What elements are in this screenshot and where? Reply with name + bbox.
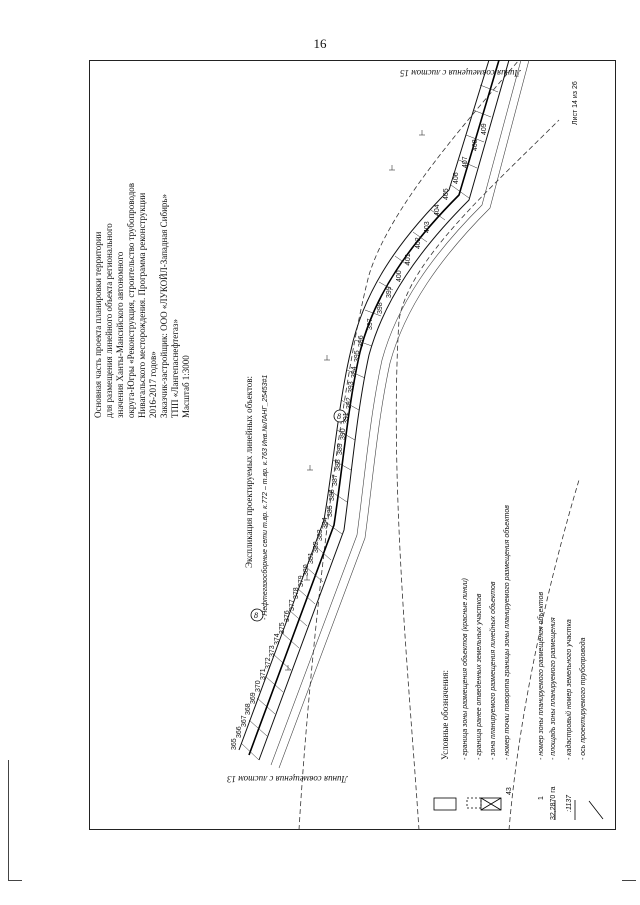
- legend-item: - номер точки поворота границы зоны планируемого размещения объектов: [504, 505, 511, 760]
- turn-point-label: 407: [462, 155, 470, 168]
- turn-point-label: 391: [342, 412, 350, 425]
- legend-item: - площадь зоны планируемого размещения: [550, 617, 557, 760]
- turn-point-label: 403: [424, 221, 432, 233]
- crop-mark: [622, 880, 636, 881]
- turn-point-label: 396: [357, 335, 365, 347]
- turn-point-label: 381: [307, 552, 315, 565]
- turn-point-label: 383: [317, 529, 325, 541]
- title-line: Заказчик-застройщик: ООО «ЛУКОЙЛ-Западная Сибирь»: [159, 194, 169, 418]
- turn-point-label: 374: [274, 633, 282, 646]
- turn-point-label: 372: [264, 656, 272, 669]
- turn-point-label: 394: [351, 366, 359, 378]
- turn-point-label: 380: [302, 564, 310, 576]
- corridor-edge: [239, 60, 489, 750]
- legend-item: - кадастровый номер земельного участка: [566, 619, 573, 760]
- turn-point-label: 369: [250, 691, 258, 704]
- turn-point-label: 398: [376, 302, 384, 315]
- turn-point-label: 373: [269, 645, 277, 658]
- explication-item: - Нефтегазосборные сети т.вр. к.772 – т.вр. к.763 Инв.№ЛАНГ_25453#1: [262, 374, 269, 620]
- turn-point-label: 393: [348, 381, 356, 394]
- turn-point-label: 402: [414, 237, 422, 249]
- turn-point-label: 384: [322, 517, 330, 530]
- turn-point-label: 375: [278, 622, 286, 634]
- legend-item: - граница ранее отведенных земельных участков: [476, 593, 483, 760]
- crop-mark: [8, 880, 22, 881]
- legend-item: - номер зоны планируемого размещения объектов: [538, 591, 545, 760]
- turn-point-label: 406: [452, 172, 460, 184]
- title-line: Основная часть проекта планировки территории: [93, 231, 103, 418]
- legend-zone-number: 1: [538, 796, 545, 800]
- turn-point-label: 382: [312, 540, 320, 553]
- legend-symbols: [434, 798, 603, 820]
- legend-point-number: 43: [506, 787, 513, 795]
- terrain-symbols: [285, 130, 425, 670]
- title-line: значения Ханты-Мансийского автономного: [115, 251, 125, 418]
- sheet-label: Лист 14 из 26: [572, 81, 579, 125]
- turn-point-label: 401: [405, 253, 413, 266]
- turn-point-label: 376: [283, 610, 291, 623]
- turn-point-label: 371: [259, 668, 267, 681]
- turn-point-label: 405: [443, 188, 451, 201]
- title-line: округа-Югры «Реконструкция, строительство трубопроводов: [126, 182, 136, 418]
- dashed-boundary: [299, 60, 519, 830]
- turn-point-label: 367: [240, 715, 248, 727]
- match-line-bottom-label: Линия совмещения с листом 13: [227, 774, 348, 784]
- svg-text:8: 8: [254, 611, 258, 620]
- turn-point-label: 379: [298, 575, 306, 588]
- turn-point-label: 386: [329, 489, 337, 502]
- corridor-edge: [259, 60, 509, 760]
- turn-point-label: 397: [367, 318, 375, 331]
- turn-point-label: 400: [395, 269, 403, 282]
- turn-point-label: 389: [337, 443, 345, 456]
- legend-zone-area: 32,2870 га: [550, 786, 557, 820]
- turn-point-label: 368: [245, 703, 253, 716]
- match-line-top-label: Линия совмещения с листом 15: [400, 68, 521, 78]
- legend-item: - ось проектируемого трубопровода: [580, 637, 587, 760]
- turn-point-label: 365: [231, 738, 238, 750]
- plan-drawing: [89, 60, 616, 830]
- title-line: 2016-2017 годов»: [148, 351, 158, 418]
- turn-point-label: 378: [293, 587, 301, 599]
- title-line: Нивагальского месторождения. Программа реконструкции: [137, 192, 147, 418]
- turn-point-label: 408: [471, 139, 479, 152]
- legend-cadastral-number: :1137: [566, 795, 573, 812]
- title-line: ТПП «Лангепаснефтегаз»: [170, 319, 180, 418]
- turn-point-label: 385: [326, 505, 334, 517]
- svg-text:8: 8: [337, 412, 341, 421]
- title-line: для размещения линейного объекта регионального: [104, 223, 114, 418]
- legend-item: - граница зоны размещения объектов (красные линии): [462, 577, 469, 760]
- explication-title: Экспликация проектируемых линейных объектов:: [244, 375, 254, 568]
- turn-point-label: 395: [353, 350, 361, 363]
- legend-item: - зона планируемого размещения линейных объектов: [490, 581, 497, 760]
- turn-point-label: 399: [386, 286, 394, 298]
- turn-point-label: 404: [433, 204, 441, 217]
- crop-mark: [8, 760, 9, 880]
- page-number: 16: [313, 36, 327, 51]
- turn-point-label: 390: [340, 427, 348, 440]
- turn-point-label: 366: [235, 726, 243, 739]
- title-line: Масштаб 1:3000: [181, 355, 191, 418]
- turn-point-label: 377: [288, 598, 296, 611]
- turn-point-label: 370: [254, 680, 262, 692]
- turn-point-label: 409: [481, 123, 488, 135]
- turn-point-label: 387: [332, 474, 339, 486]
- turn-point-label: 392: [345, 397, 353, 409]
- legend-title: Условные обозначения:: [440, 669, 450, 760]
- zone-hatching: [241, 85, 498, 760]
- turn-point-label: 388: [334, 458, 342, 471]
